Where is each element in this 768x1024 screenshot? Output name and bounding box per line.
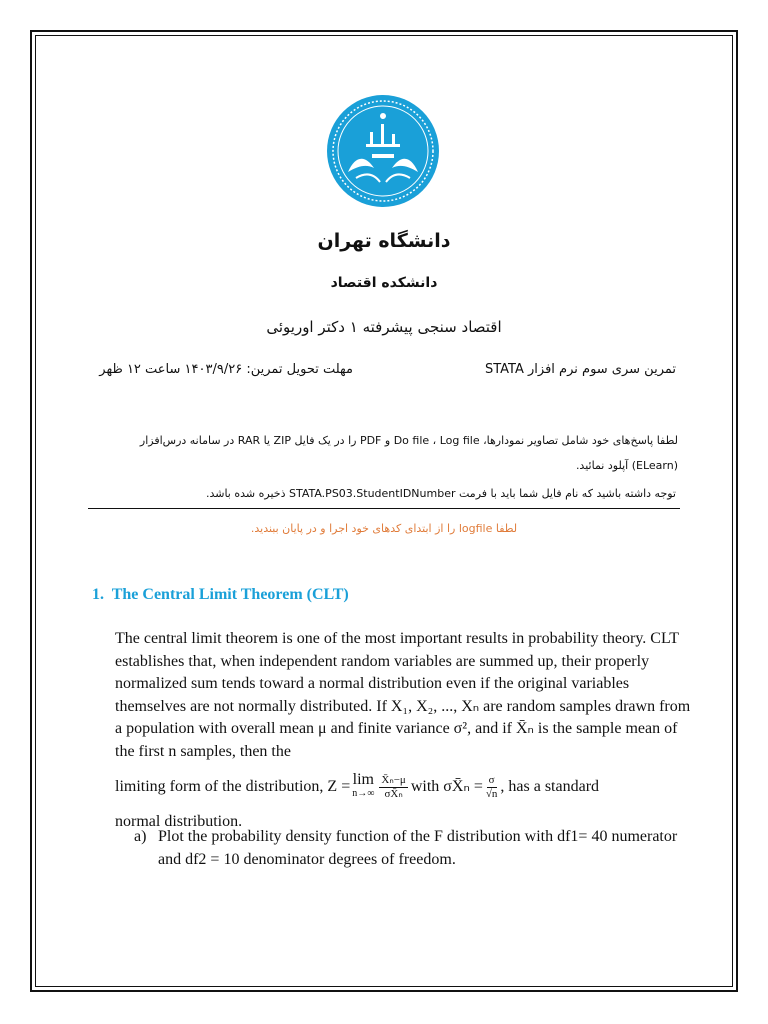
instructions-line-2: (ELearn) آپلود نمائید. <box>575 459 678 472</box>
item-label: a) <box>134 828 147 845</box>
university-name: دانشگاه تهران <box>317 230 451 252</box>
formula-lead: limiting form of the distribution, Z = <box>115 777 351 795</box>
university-seal-logo <box>326 94 440 208</box>
logfile-note: لطفا logfile را از ابتدای کدهای خود اجرا و در پایان ببندید. <box>250 522 518 535</box>
faculty-name: دانشکده اقتصاد <box>330 275 438 291</box>
file-naming-note: توجه داشته باشید که نام فایل شما باید با فرمت STATA.PS03.StudentIDNumber ذخیره شده باشد. <box>205 487 676 500</box>
course-title: اقتصاد سنجی پیشرفته ۱ دکتر اوریوئی <box>266 318 502 336</box>
submission-instructions <box>90 428 678 478</box>
clt-paragraph <box>115 628 691 834</box>
horizontal-rule <box>88 508 680 509</box>
z-denominator: σX̄ₙ <box>384 787 403 800</box>
deadline: مهلت تحویل تمرین: ۱۴۰۳/۹/۲۶ ساعت ۱۲ ظهر <box>99 362 353 377</box>
lim-word: lim <box>352 771 374 788</box>
sigma-numerator: σ <box>488 773 495 786</box>
section-title: The Central Limit Theorem (CLT) <box>111 586 349 603</box>
formula-with: with σX̄ₙ = <box>410 777 483 795</box>
z-fraction <box>379 774 407 801</box>
lim-subscript: n→∞ <box>352 788 375 799</box>
homework-title: تمرین سری سوم نرم افزار STATA <box>484 362 676 377</box>
section-heading <box>92 586 349 604</box>
section-number: 1. <box>92 586 104 603</box>
item-text: Plot the probability density function of the F distribution with df1= 40 numerator and df2 = 10 denominator degrees of freedom. <box>158 828 678 868</box>
formula-tail: , has a standard <box>500 777 600 795</box>
list-item <box>134 826 694 871</box>
clt-formula-line <box>115 763 691 811</box>
z-numerator: X̄ₙ−μ <box>381 773 406 786</box>
limit-operator <box>352 773 374 801</box>
clt-paragraph-end: normal distribution. <box>115 813 243 830</box>
instructions-line-1: لطفا پاسخ‌های خود شامل تصاویر نمودارها، Do file ، Log file و PDF را در یک فایل ZIP یا RAR در سامانه درس‌افزار <box>139 434 678 447</box>
sigma-fraction <box>486 774 498 801</box>
clt-paragraph-main: The central limit theorem is one of the most important results in probability theory. CLT establishes that, when independent random variables are summed up, their properly normalized sum tends toward a normal distribution even if the original variables themselves are not normally distributed. If X₁, X₂, ..., Xₙ are random samples drawn from a population with overall mean μ and finite variance σ², and if X̄ₙ is the sample mean of the first n samples, then the <box>115 630 691 760</box>
sigma-denominator: √n <box>485 787 498 800</box>
